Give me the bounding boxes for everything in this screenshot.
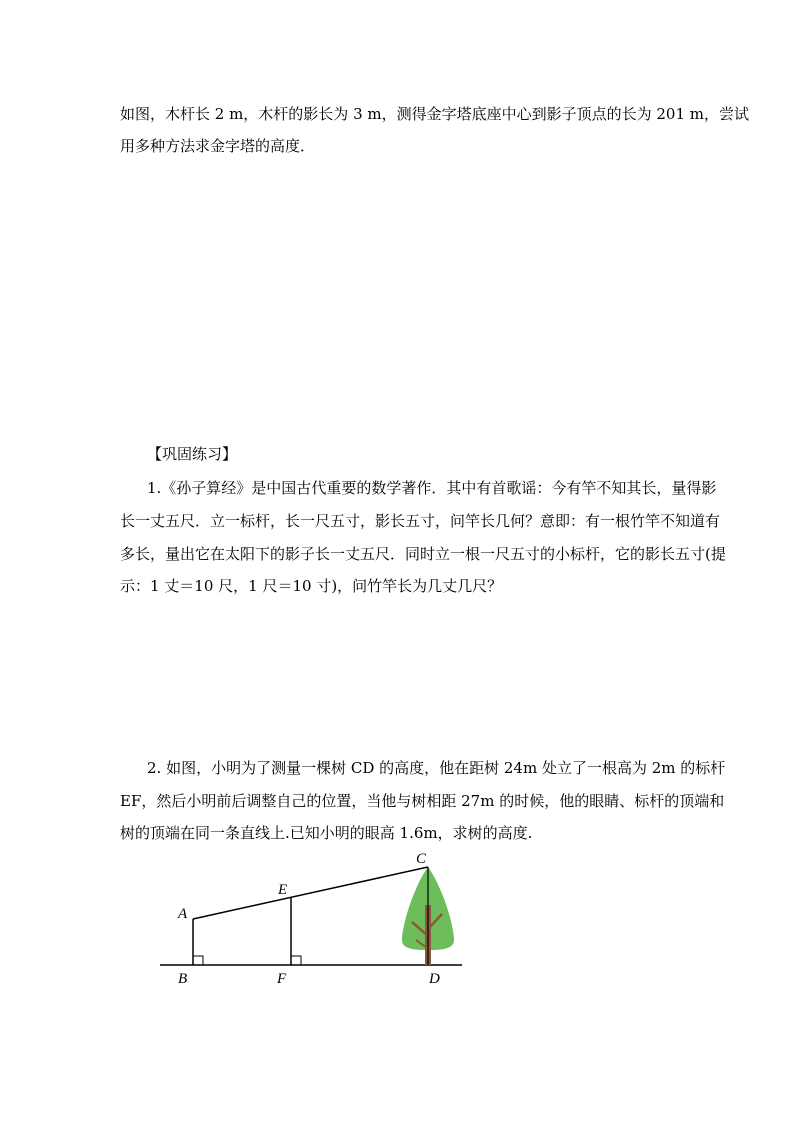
- exercise-2-line-1: 2. 如图，小明为了测量一棵树 CD 的高度，他在距树 24m 处立了一根高为 2m 的标杆: [147, 759, 726, 777]
- exercise-1-line-3: 多长，量出它在太阳下的影子长一丈五尺．同时立一根一尺五寸的小标杆，它的影长五寸(提: [120, 545, 726, 563]
- label-c: C: [416, 851, 427, 867]
- intro-line-2: 用多种方法求金字塔的高度．: [120, 137, 316, 155]
- exercise-2-line-2: EF，然后小明前后调整自己的位置，当他与树相距 27m 的时候，他的眼睛、标杆的顶端和: [120, 792, 725, 810]
- exercise-2-line-3: 树的顶端在同一条直线上.已知小明的眼高 1.6m，求树的高度.: [120, 824, 533, 842]
- label-a: A: [178, 906, 188, 922]
- label-b: B: [178, 971, 188, 987]
- exercise-1-line-4: 示：1 丈＝10 尺，1 尺＝10 寸)，问竹竿长为几丈几尺？: [120, 577, 503, 595]
- line-of-sight: [193, 867, 428, 919]
- exercise-1-line-2: 长一丈五尺．立一标杆，长一尺五寸，影长五寸，问竿长几何？意即：有一根竹竿不知道有: [120, 512, 721, 530]
- label-f: F: [277, 971, 287, 987]
- label-d: D: [429, 971, 440, 987]
- section-title: 【巩固练习】: [147, 445, 238, 463]
- right-angle-mark-f: [291, 956, 301, 965]
- right-angle-mark-b: [193, 956, 203, 965]
- tree-measurement-diagram: [150, 843, 470, 988]
- exercise-1-line-1: 1.《孙子算经》是中国古代重要的数学著作．其中有首歌谣：今有竿不知其长，量得影: [147, 479, 717, 497]
- intro-line-1: 如图，木杆长 2 m，木杆的影长为 3 m，测得金字塔底座中心到影子顶点的长为 201 m，尝试: [120, 105, 750, 123]
- label-e: E: [278, 882, 288, 898]
